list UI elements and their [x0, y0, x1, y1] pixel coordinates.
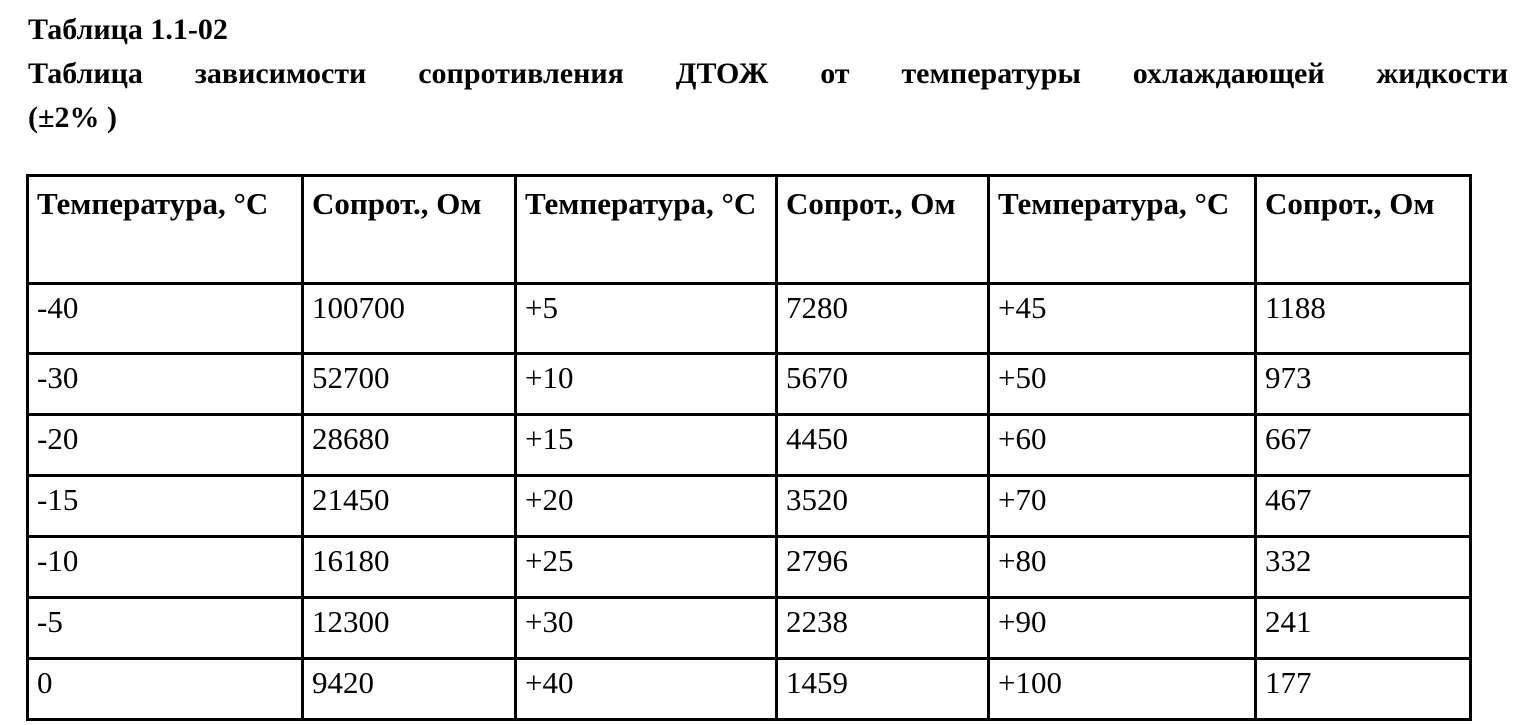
resistance-cell: 973 — [1256, 354, 1471, 415]
resistance-cell: 1459 — [777, 659, 989, 720]
resistance-cell: 12300 — [303, 598, 516, 659]
temperature-cell: +70 — [989, 476, 1256, 537]
temperature-cell: -5 — [28, 598, 303, 659]
temperature-cell: -20 — [28, 415, 303, 476]
resistance-cell: 332 — [1256, 537, 1471, 598]
table-caption: Таблица зависимости сопротивления ДТОЖ от температуры охлаждающей жидкости — [28, 57, 1508, 90]
resistance-cell: 5670 — [777, 354, 989, 415]
temperature-cell: +30 — [516, 598, 777, 659]
resistance-cell: 28680 — [303, 415, 516, 476]
table-number: Таблица 1.1-02 — [28, 13, 228, 46]
temperature-cell: +20 — [516, 476, 777, 537]
column-header-resistance: Сопрот., Ом — [777, 176, 989, 284]
temperature-cell: +50 — [989, 354, 1256, 415]
resistance-cell: 52700 — [303, 354, 516, 415]
table-row — [28, 537, 1471, 598]
resistance-cell: 2238 — [777, 598, 989, 659]
resistance-cell: 100700 — [303, 284, 516, 354]
temperature-cell: +25 — [516, 537, 777, 598]
table-row — [28, 415, 1471, 476]
resistance-cell: 241 — [1256, 598, 1471, 659]
resistance-cell: 3520 — [777, 476, 989, 537]
resistance-cell: 7280 — [777, 284, 989, 354]
temperature-cell: +90 — [989, 598, 1256, 659]
temperature-cell: +80 — [989, 537, 1256, 598]
resistance-cell: 467 — [1256, 476, 1471, 537]
column-header-temperature: Температура, °C — [989, 176, 1256, 284]
column-header-temperature: Температура, °C — [516, 176, 777, 284]
resistance-cell: 177 — [1256, 659, 1471, 720]
temperature-cell: 0 — [28, 659, 303, 720]
temperature-cell: +40 — [516, 659, 777, 720]
temperature-cell: +60 — [989, 415, 1256, 476]
resistance-cell: 1188 — [1256, 284, 1471, 354]
resistance-cell: 4450 — [777, 415, 989, 476]
table-row — [28, 598, 1471, 659]
table-header-row — [28, 176, 1471, 284]
document-title — [28, 8, 1508, 140]
tolerance-note: (±2% ) — [28, 101, 117, 134]
resistance-cell: 16180 — [303, 537, 516, 598]
column-header-resistance: Сопрот., Ом — [303, 176, 516, 284]
table-row — [28, 284, 1471, 354]
resistance-temperature-table — [26, 174, 1472, 721]
temperature-cell: +10 — [516, 354, 777, 415]
resistance-cell: 667 — [1256, 415, 1471, 476]
temperature-cell: -15 — [28, 476, 303, 537]
temperature-cell: -30 — [28, 354, 303, 415]
resistance-cell: 21450 — [303, 476, 516, 537]
resistance-cell: 2796 — [777, 537, 989, 598]
table-row — [28, 659, 1471, 720]
temperature-cell: +15 — [516, 415, 777, 476]
column-header-temperature: Температура, °C — [28, 176, 303, 284]
table-row — [28, 476, 1471, 537]
resistance-cell: 9420 — [303, 659, 516, 720]
temperature-cell: +5 — [516, 284, 777, 354]
temperature-cell: +100 — [989, 659, 1256, 720]
table-row — [28, 354, 1471, 415]
temperature-cell: -40 — [28, 284, 303, 354]
temperature-cell: -10 — [28, 537, 303, 598]
column-header-resistance: Сопрот., Ом — [1256, 176, 1471, 284]
temperature-cell: +45 — [989, 284, 1256, 354]
